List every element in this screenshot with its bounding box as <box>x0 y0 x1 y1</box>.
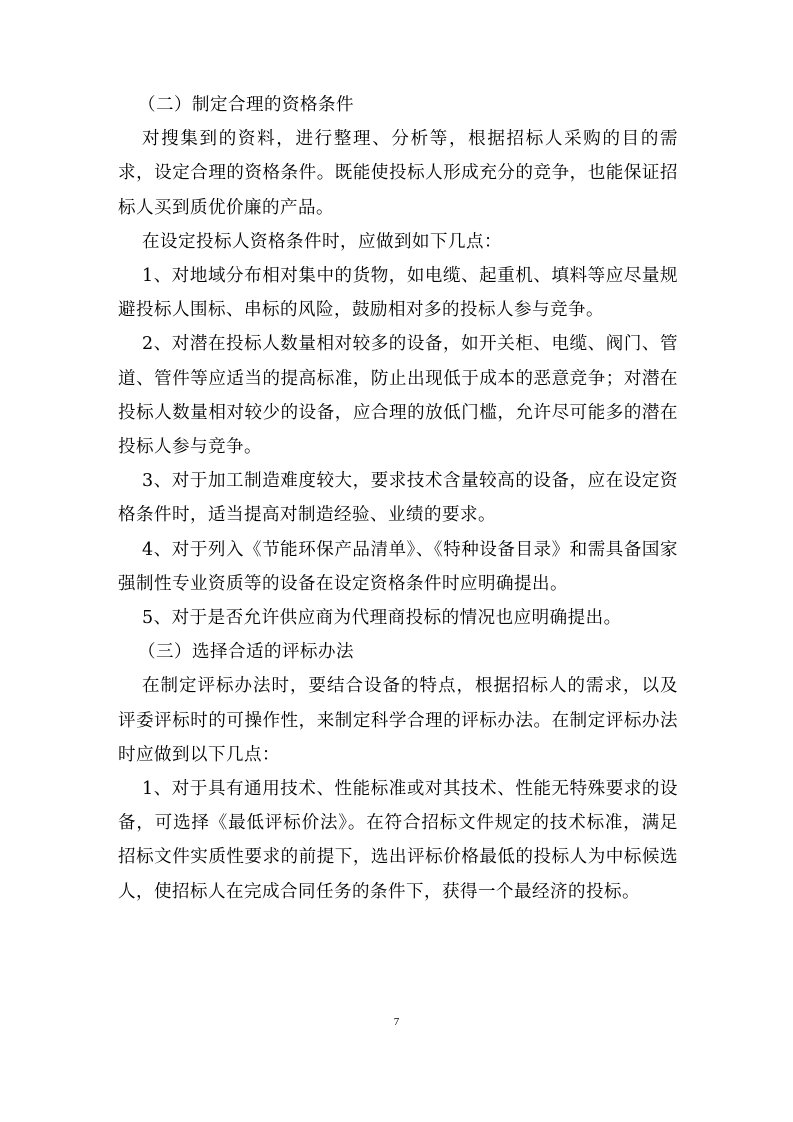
list-item-1: 1、对地域分布相对集中的货物，如电缆、起重机、填料等应尽量规避投标人围标、串标的风险，鼓励相对多的投标人参与竞争。 <box>118 266 678 321</box>
list-item-3: 3、对于加工制造难度较大，要求技术含量较高的设备，应在设定资格条件时，适当提高对制造经验、业绩的要求。 <box>118 471 678 526</box>
page-number: 7 <box>393 1016 400 1028</box>
paragraph-qualification-lead: 在设定投标人资格条件时，应做到如下几点： <box>142 231 502 252</box>
list-item-evaluation-1: 1、对于具有通用技术、性能标准或对其技术、性能无特殊要求的设备，可选择《最低评标价法》。在符合招标文件规定的技术标准，满足招标文件实质性要求的前提下，选出评标价格最低的投标人为中标候选人，使招标人在完成合同任务的条件下，获得一个最经济的投标。 <box>118 779 678 902</box>
section-heading-qualification: （二）制定合理的资格条件 <box>138 95 354 115</box>
document-body <box>118 88 678 909</box>
list-item-4: 4、对于列入《节能环保产品清单》、《特种设备目录》和需具备国家强制性专业资质等的设备在设定资格条件时应明确提出。 <box>118 539 678 594</box>
paragraph-intro: 对搜集到的资料，进行整理、分析等，根据招标人采购的目的需求，设定合理的资格条件。既能使投标人形成充分的竞争，也能保证招标人买到质优价廉的产品。 <box>118 129 678 218</box>
section-heading-evaluation: （三）选择合适的评标办法 <box>138 642 354 663</box>
list-item-5: 5、对于是否允许供应商为代理商投标的情况也应明确提出。 <box>142 608 622 629</box>
list-item-2: 2、对潜在投标人数量相对较多的设备，如开关柜、电缆、阀门、管道、管件等应适当的提高标准，防止出现低于成本的恶意竞争；对潜在投标人数量相对较少的设备，应合理的放低门槛，允许尽可能多的潜在投标人参与竞争。 <box>118 334 678 458</box>
paragraph-evaluation-lead: 在制定评标办法时，要结合设备的特点，根据招标人的需求，以及评委评标时的可操作性，来制定科学合理的评标办法。在制定评标办法时应做到以下几点： <box>118 676 678 765</box>
